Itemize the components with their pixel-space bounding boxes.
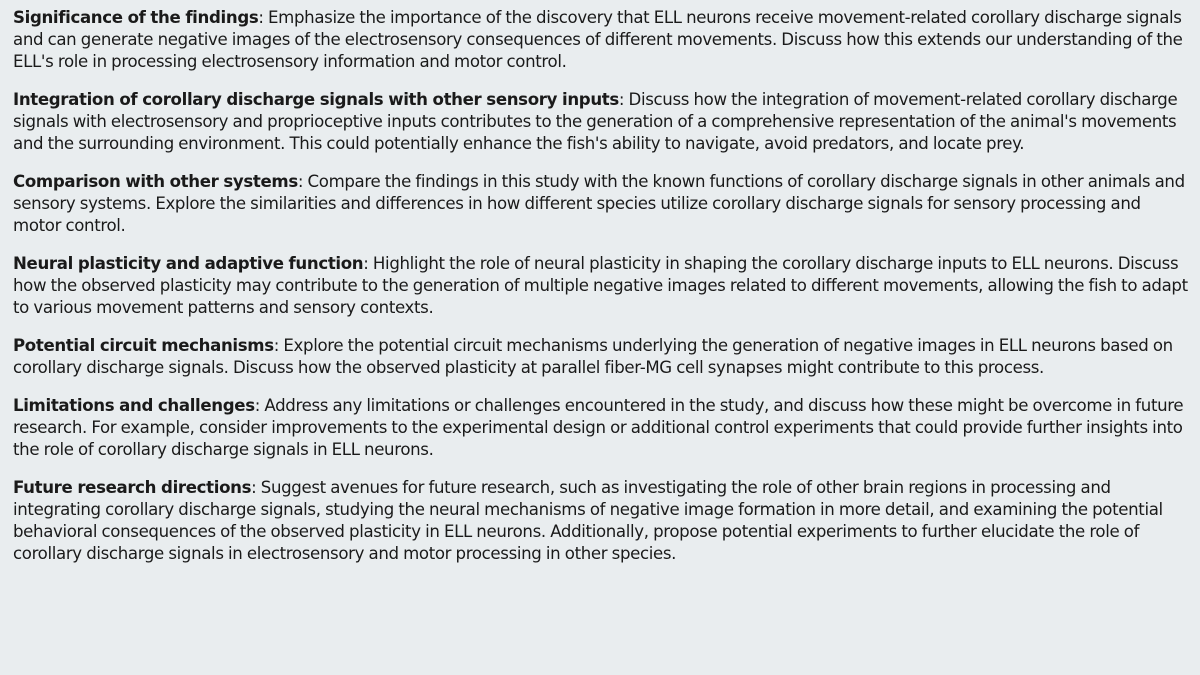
section-limitations: [13, 395, 1188, 461]
section-comparison: [13, 171, 1188, 237]
section-future-research: [13, 477, 1188, 565]
section-text: : Compare the findings in this study with the known functions of corollary discharge signals in other animals and sensory systems. Explore the similarities and differences in how different species utilize corollary discharge signals for sensory processing and motor control.: [13, 172, 1185, 235]
section-text: : Explore the potential circuit mechanisms underlying the generation of negative images in ELL neurons based on corollary discharge signals. Discuss how the observed plasticity at parallel fiber-MG cell synapses might contribute to this process.: [13, 336, 1173, 377]
section-plasticity: [13, 253, 1188, 319]
section-heading: Integration of corollary discharge signals with other sensory inputs: [13, 90, 619, 109]
section-heading: Significance of the findings: [13, 8, 259, 27]
section-heading: Limitations and challenges: [13, 396, 255, 415]
section-significance: [13, 7, 1188, 73]
section-text: : Emphasize the importance of the discovery that ELL neurons receive movement-related corollary discharge signals and can generate negative images of the electrosensory consequences of different movements. Discuss how this extends our understanding of the ELL's role in processing electrosensory information and motor control.: [13, 8, 1183, 71]
section-text: : Highlight the role of neural plasticity in shaping the corollary discharge inputs to ELL neurons. Discuss how the observed plasticity may contribute to the generation of multiple negative images related to different movements, allowing the fish to adapt to various movement patterns and sensory contexts.: [13, 254, 1188, 317]
section-text: : Discuss how the integration of movement-related corollary discharge signals with electrosensory and proprioceptive inputs contributes to the generation of a comprehensive representation of the animal's movements and the surrounding environment. This could potentially enhance the fish's ability to navigate, avoid predators, and locate prey.: [13, 90, 1178, 153]
section-circuit-mechanisms: [13, 335, 1188, 379]
section-heading: Potential circuit mechanisms: [13, 336, 274, 355]
section-text: : Address any limitations or challenges encountered in the study, and discuss how these might be overcome in future research. For example, consider improvements to the experimental design or additional control experiments that could provide further insights into the role of corollary discharge signals in ELL neurons.: [13, 396, 1184, 459]
section-heading: Neural plasticity and adaptive function: [13, 254, 364, 273]
section-integration: [13, 89, 1188, 155]
section-heading: Future research directions: [13, 478, 252, 497]
section-heading: Comparison with other systems: [13, 172, 298, 191]
section-text: : Suggest avenues for future research, such as investigating the role of other brain regions in processing and integrating corollary discharge signals, studying the neural mechanisms of negative image formation in more detail, and examining the potential behavioral consequences of the observed plasticity in ELL neurons. Additionally, propose potential experiments to further elucidate the role of corollary discharge signals in electrosensory and motor processing in other species.: [13, 478, 1163, 563]
